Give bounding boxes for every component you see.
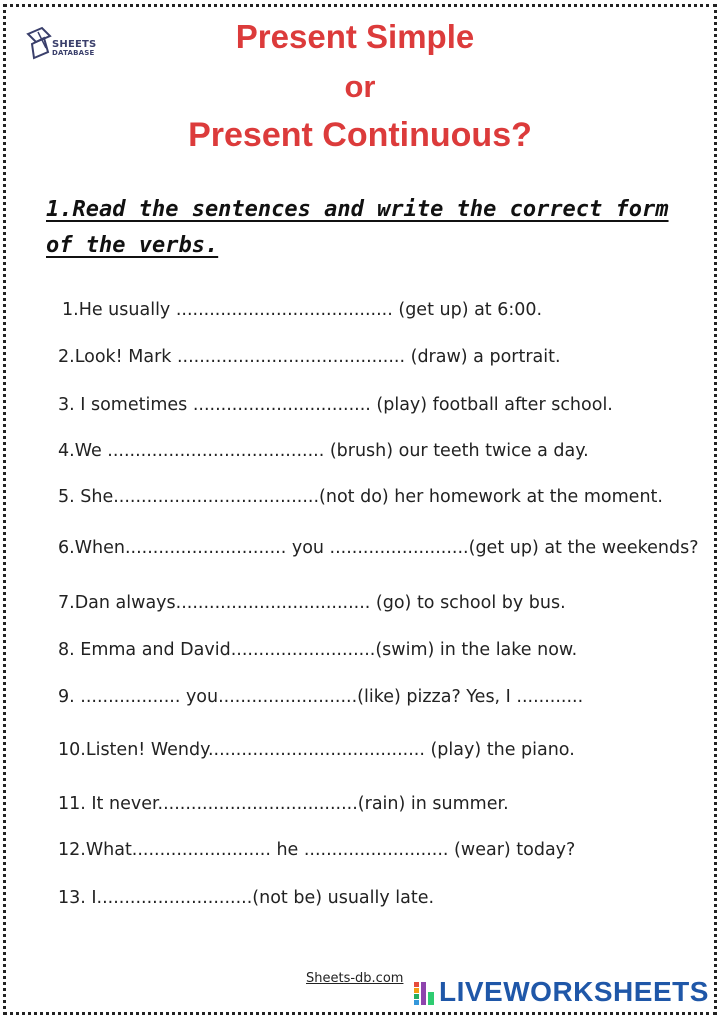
dotted-border-top <box>3 4 717 7</box>
title-line2: or <box>344 69 376 104</box>
sentence-7: 7.Dan always................................... (go) to school by bus. <box>58 593 566 613</box>
sentence-8: 8. Emma and David..........................(swim) in the lake now. <box>58 640 578 660</box>
sentence-12: 12.What......................... he .......................... (wear) today? <box>58 840 576 860</box>
logo-line1: SHEETS <box>52 39 97 50</box>
dotted-border-bottom <box>3 1012 717 1015</box>
sentence-2: 2.Look! Mark ......................................... (draw) a portrait. <box>58 347 561 367</box>
sentence-10: 10.Listen! Wendy....................................... (play) the piano. <box>58 740 575 760</box>
sentence-4: 4.We ....................................... (brush) our teeth twice a day. <box>58 441 589 461</box>
sentence-6: 6.When............................. you .........................(get up) at the weekends? <box>58 538 699 558</box>
liveworksheets-logo-icon <box>414 982 436 1006</box>
sentence-9: 9. .................. you.........................(like) pizza? Yes, I ............ <box>58 687 584 707</box>
logo-line2: DATABASE <box>52 49 95 57</box>
sentence-13: 13. I............................(not be) usually late. <box>58 888 435 908</box>
sentence-11: 11. It never....................................(rain) in summer. <box>58 794 509 814</box>
dotted-border-right <box>714 4 717 1015</box>
liveworksheets-brand: LIVEWORKSHEETS <box>439 976 709 1007</box>
sentence-5: 5. She.....................................(not do) her homework at the moment. <box>58 487 663 507</box>
sentence-1: 1.He usually ....................................... (get up) at 6:00. <box>62 300 543 320</box>
exercise-instruction: 1.Read the sentences and write the correct form of the verbs. <box>46 197 669 258</box>
sentence-3: 3. I sometimes ................................ (play) football after school. <box>58 395 613 415</box>
dotted-border-left <box>3 4 6 1015</box>
title-line1: Present Simple <box>235 18 475 55</box>
sheets-db-link[interactable]: Sheets-db.com <box>306 971 404 986</box>
title-line3: Present Continuous? <box>188 116 532 154</box>
